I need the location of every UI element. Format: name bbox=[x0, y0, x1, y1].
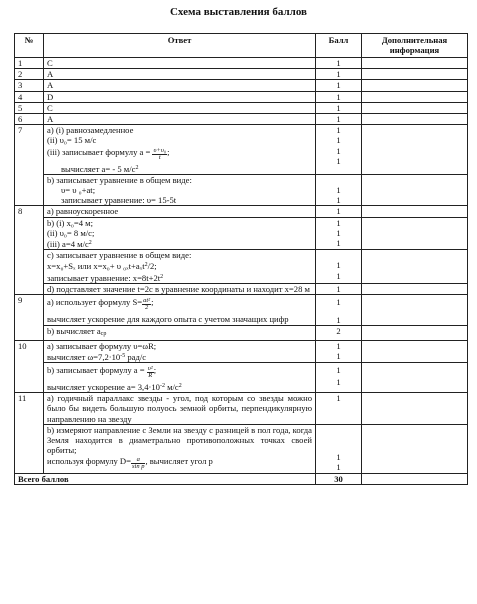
q10b-line1 bbox=[47, 365, 312, 379]
score: 1 bbox=[336, 260, 341, 271]
row-extra bbox=[362, 283, 468, 294]
table-row bbox=[15, 102, 468, 113]
q8b-scores bbox=[316, 217, 362, 250]
row-num: 11 bbox=[15, 393, 44, 473]
q10b-line2 bbox=[47, 381, 312, 392]
q10a-line2-end: рад/с bbox=[125, 351, 147, 362]
table-row-q9a bbox=[15, 295, 468, 326]
header-answer: Ответ bbox=[44, 34, 316, 58]
header-extra: Дополнительная информация bbox=[362, 34, 468, 58]
fraction-denominator: sin p bbox=[131, 462, 145, 470]
superscript: -2 bbox=[159, 383, 165, 390]
q11b-text: b) измеряют направление с Земли на звезду с разницей в пол года, когда Земля находится в диаметрально противоположных точках своей орбиты; bbox=[47, 424, 312, 456]
scoring-table bbox=[14, 33, 468, 485]
row-extra bbox=[362, 217, 468, 250]
table-row-q7b bbox=[15, 174, 468, 206]
page-title: Схема выставления баллов bbox=[169, 6, 307, 18]
row-extra bbox=[362, 174, 468, 206]
row-num: 3 bbox=[15, 80, 44, 91]
q8b-line3-text: (iii) a=4 м/с bbox=[47, 239, 89, 250]
table-row bbox=[15, 91, 468, 102]
superscript: 2 bbox=[160, 273, 164, 280]
superscript: 2 bbox=[178, 383, 182, 390]
q7a-answer bbox=[44, 125, 316, 175]
q7b-scores bbox=[316, 174, 362, 206]
q7a-line3-end: ; bbox=[167, 146, 170, 157]
fraction-numerator: at² bbox=[143, 297, 151, 305]
row-extra bbox=[362, 424, 468, 473]
q11a-answer: a) годичный параллакс звезды - угол, под которым со звезды можно было бы видеть большую полуось земной орбиты, перпендикулярную направлению на звезду bbox=[44, 393, 316, 425]
q10a-line2 bbox=[47, 351, 312, 362]
row-extra bbox=[362, 363, 468, 393]
q8b-line1: b) (i) x₀=4 м; bbox=[47, 217, 93, 228]
q10a-scores bbox=[316, 340, 362, 362]
table-row bbox=[15, 80, 468, 91]
row-answer: А bbox=[44, 114, 316, 125]
superscript: 2 bbox=[135, 164, 139, 171]
q10b-scores bbox=[316, 363, 362, 393]
q7b-line3: записывает уравнение: υ= 15-5t bbox=[61, 195, 177, 206]
formula-fraction bbox=[152, 146, 170, 161]
row-num: 1 bbox=[15, 58, 44, 69]
q9a-line1 bbox=[47, 297, 312, 311]
q9a-line1-text: a) использует формулу S= bbox=[47, 297, 143, 308]
table-row-q8a bbox=[15, 206, 468, 217]
score: 1 bbox=[336, 155, 341, 166]
score: 1 bbox=[316, 283, 362, 294]
row-answer: С bbox=[44, 102, 316, 113]
score: 1 bbox=[336, 297, 341, 308]
fraction-numerator: a bbox=[131, 457, 145, 464]
row-answer: А bbox=[44, 69, 316, 80]
q10b-line2-text: вычисляет ускорение a= 3,4·10 bbox=[47, 382, 160, 393]
table-row-q8d bbox=[15, 283, 468, 294]
score: 2 bbox=[316, 326, 362, 340]
q8c-line3 bbox=[47, 272, 312, 283]
row-num: 9 bbox=[15, 295, 44, 341]
formula-fraction bbox=[147, 365, 157, 380]
q11b-line2-end: , вычисляет угол p bbox=[145, 455, 213, 466]
q8b-line3 bbox=[47, 238, 312, 249]
fraction-numerator: υ+υ₀ bbox=[153, 146, 167, 154]
row-score: 1 bbox=[316, 114, 362, 125]
formula-fraction bbox=[142, 297, 154, 312]
fraction-denominator: t bbox=[158, 153, 161, 161]
table-row bbox=[15, 69, 468, 80]
row-score: 1 bbox=[316, 80, 362, 91]
row-score: 1 bbox=[316, 102, 362, 113]
score: 1 bbox=[336, 462, 341, 473]
row-extra bbox=[362, 114, 468, 125]
fraction-numerator: υ² bbox=[147, 365, 153, 373]
row-num: 4 bbox=[15, 91, 44, 102]
fraction-denominator: R bbox=[148, 372, 153, 380]
table-row-q8b bbox=[15, 217, 468, 250]
formula-fraction bbox=[131, 457, 145, 470]
row-answer: С bbox=[44, 58, 316, 69]
q9b-answer bbox=[44, 326, 316, 340]
table-row-q10a bbox=[15, 340, 468, 362]
q7a-line4 bbox=[47, 163, 312, 174]
score: 1 bbox=[336, 365, 341, 376]
header-num: № bbox=[15, 34, 44, 58]
q8c-line2-end: /2; bbox=[147, 261, 157, 272]
score: 1 bbox=[336, 452, 341, 463]
row-answer: А bbox=[44, 80, 316, 91]
row-score: 1 bbox=[316, 91, 362, 102]
table-header-row bbox=[15, 34, 468, 58]
q8c-scores bbox=[316, 250, 362, 284]
score: 1 bbox=[336, 145, 341, 156]
table-row-q11b bbox=[15, 424, 468, 473]
row-extra bbox=[362, 69, 468, 80]
subscript: ср bbox=[100, 331, 107, 338]
row-score: 1 bbox=[316, 58, 362, 69]
table-row-q11a bbox=[15, 393, 468, 425]
score: 1 bbox=[336, 125, 341, 136]
score: 1 bbox=[336, 227, 341, 238]
q10b-answer bbox=[44, 363, 316, 393]
row-extra bbox=[362, 295, 468, 326]
q7b-line1: b) записывает уравнение в общем виде: bbox=[47, 174, 192, 185]
header-score: Балл bbox=[316, 34, 362, 58]
score: 1 bbox=[336, 315, 341, 326]
score: 1 bbox=[336, 135, 341, 146]
q7a-line4-text: вычисляет a= - 5 м/с bbox=[61, 163, 136, 174]
q8b-line2: (ii) υ₀= 8 м/с; bbox=[47, 227, 95, 238]
row-num: 8 bbox=[15, 206, 44, 295]
q7a-line2: (ii) υ₀= 15 м/с bbox=[47, 135, 97, 146]
q8c-line1: c) записывает уравнение в общем виде: bbox=[47, 250, 192, 261]
q10a-answer bbox=[44, 340, 316, 362]
superscript: 2 bbox=[144, 262, 148, 269]
q10a-line1: a) записывает формулу υ=ωR; bbox=[47, 340, 157, 351]
q7a-line3-text: (iii) записывает формулу a = bbox=[47, 146, 153, 157]
q9a-answer bbox=[44, 295, 316, 326]
total-label: Всего баллов bbox=[15, 473, 316, 484]
row-num: 7 bbox=[15, 125, 44, 206]
row-extra bbox=[362, 125, 468, 175]
row-num: 2 bbox=[15, 69, 44, 80]
row-extra bbox=[362, 250, 468, 284]
q8c-line3-text: записывает уравнение: x=8t+2t bbox=[47, 272, 161, 283]
table-row-q9b bbox=[15, 326, 468, 340]
q9a-scores bbox=[316, 295, 362, 326]
score: 1 bbox=[336, 340, 341, 351]
table-row-q10b bbox=[15, 363, 468, 393]
row-extra bbox=[362, 102, 468, 113]
q11b-scores bbox=[316, 424, 362, 473]
row-num: 6 bbox=[15, 114, 44, 125]
score: 1 bbox=[336, 238, 341, 249]
score: 1 bbox=[336, 195, 341, 206]
score: 1 bbox=[316, 393, 362, 425]
q8b-answer bbox=[44, 217, 316, 250]
score: 1 bbox=[336, 270, 341, 281]
row-extra bbox=[362, 473, 468, 484]
q8a-answer: a) равноускоренное bbox=[44, 206, 316, 217]
row-extra bbox=[362, 340, 468, 362]
q10b-line1-end: ; bbox=[153, 365, 157, 376]
q11b-line2 bbox=[47, 456, 312, 470]
score: 1 bbox=[336, 377, 341, 388]
q7b-answer bbox=[44, 174, 316, 206]
q11b-answer bbox=[44, 424, 316, 473]
q7a-line1: a) (i) равнозамедленное bbox=[47, 125, 134, 136]
q10b-line1-text: b) записывает формулу a = bbox=[47, 365, 147, 376]
table-row-q8c bbox=[15, 250, 468, 284]
superscript: 2 bbox=[88, 240, 92, 247]
row-extra bbox=[362, 206, 468, 217]
q9a-line1-end: ; bbox=[151, 297, 154, 308]
q8d-answer: d) подставляет значение t=2с в уравнение координаты и находит x=28 м bbox=[44, 283, 316, 294]
row-extra bbox=[362, 80, 468, 91]
table-row bbox=[15, 58, 468, 69]
row-score: 1 bbox=[316, 69, 362, 80]
q8c-answer bbox=[44, 250, 316, 284]
q7a-line3 bbox=[47, 147, 312, 161]
score: 1 bbox=[336, 185, 341, 196]
q9b-text: b) вычисляет a bbox=[47, 326, 101, 337]
q8c-line2 bbox=[47, 260, 312, 271]
score: 1 bbox=[336, 217, 341, 228]
score: 1 bbox=[316, 206, 362, 217]
q10b-line2-end: м/с bbox=[164, 382, 179, 393]
row-extra bbox=[362, 393, 468, 425]
row-extra bbox=[362, 58, 468, 69]
q11b-line2-text: используя формулу D= bbox=[47, 455, 131, 466]
row-answer: D bbox=[44, 91, 316, 102]
table-row bbox=[15, 114, 468, 125]
q8c-line2-text: x=x₀+Sₓ или x=x₀+ υ ₀ₓt+aₓt bbox=[47, 261, 145, 272]
q9a-line2: вычисляет ускорение для каждого опыта с учетом значащих цифр bbox=[47, 314, 289, 325]
total-score: 30 bbox=[316, 473, 362, 484]
row-extra bbox=[362, 326, 468, 340]
row-num: 10 bbox=[15, 340, 44, 393]
row-extra bbox=[362, 91, 468, 102]
total-row bbox=[15, 473, 468, 484]
fraction-denominator: 2 bbox=[144, 304, 149, 312]
q10a-line2-text: вычисляет ω=7,2·10 bbox=[47, 351, 121, 362]
row-num: 5 bbox=[15, 102, 44, 113]
score: 1 bbox=[336, 350, 341, 361]
table-row-q7a bbox=[15, 125, 468, 175]
superscript: -5 bbox=[120, 352, 126, 359]
q7b-line2: υ= υ ₀+at; bbox=[61, 185, 96, 196]
q7a-scores bbox=[316, 125, 362, 175]
